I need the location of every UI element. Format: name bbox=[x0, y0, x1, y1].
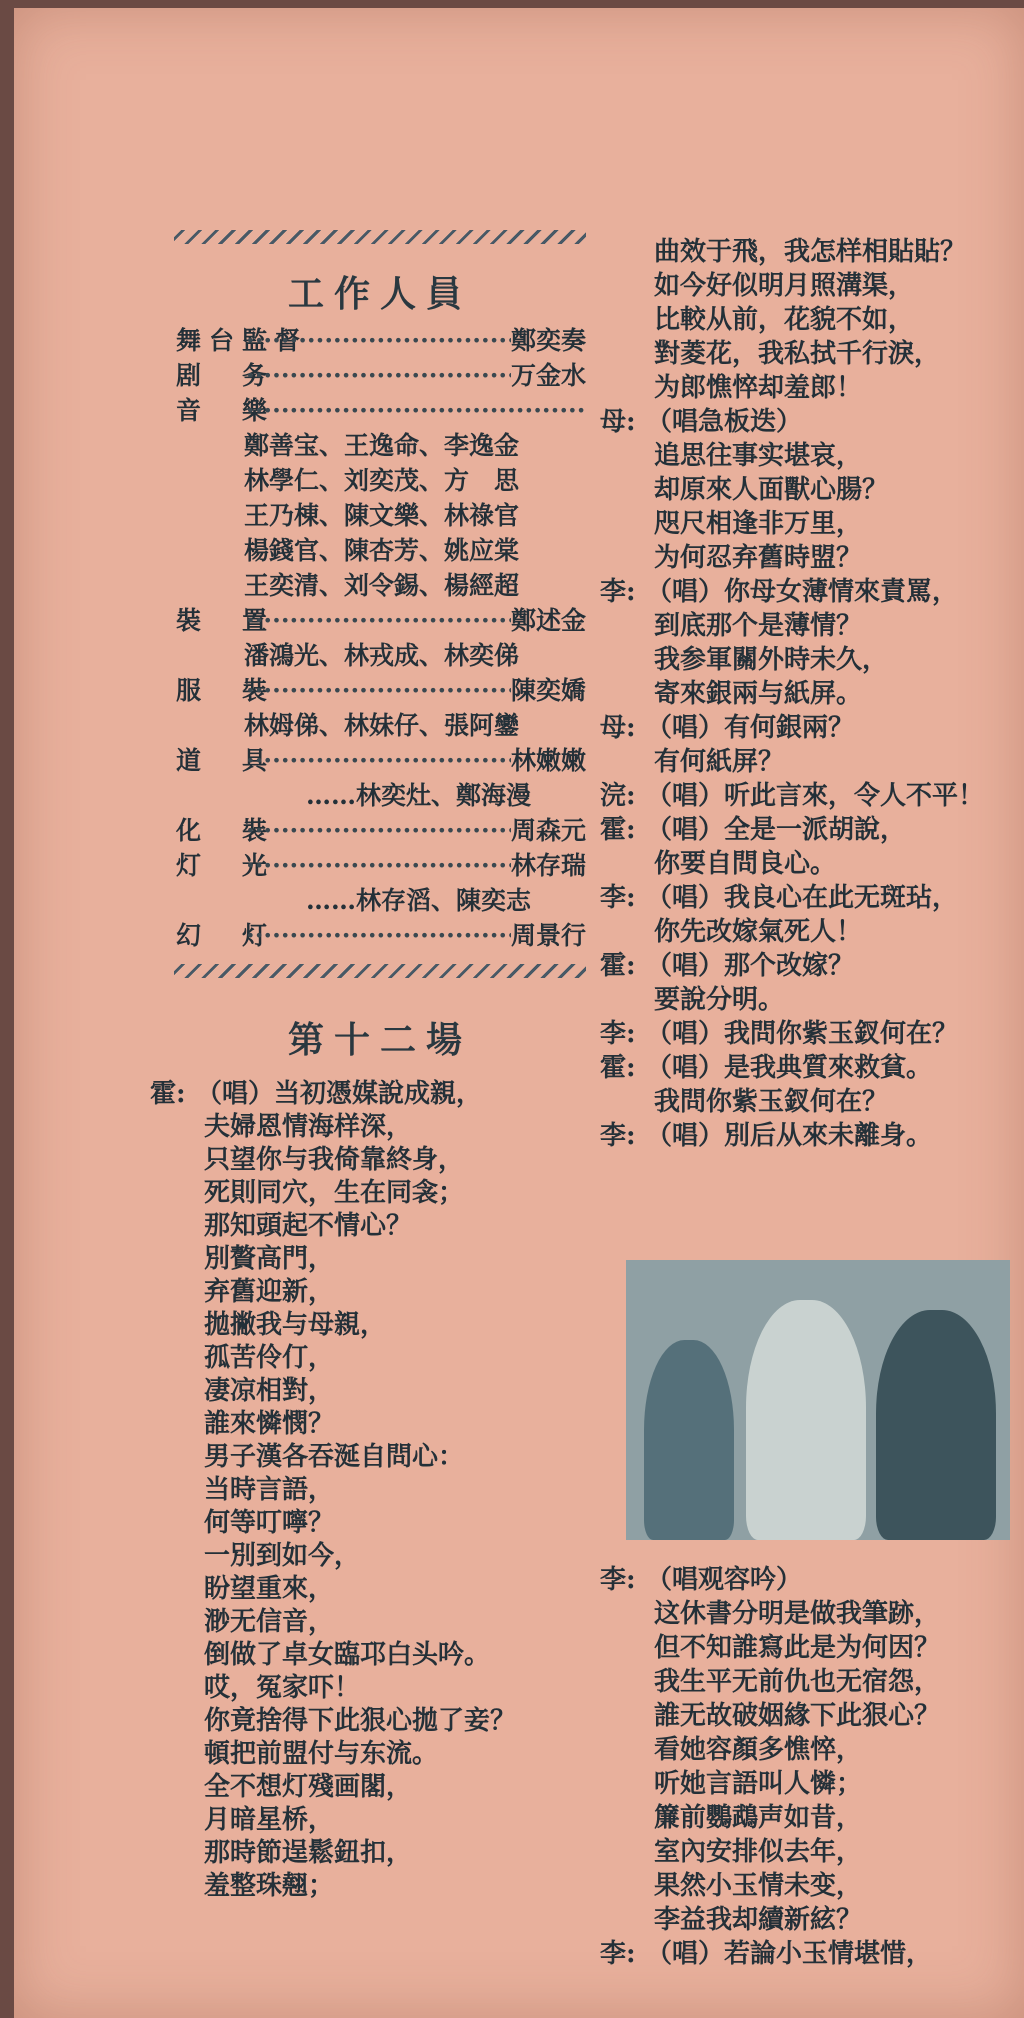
speaker-label bbox=[150, 1771, 196, 1804]
staff-role: 服 裝 bbox=[176, 676, 276, 705]
speaker-label bbox=[600, 1870, 646, 1904]
speaker-label: 李: bbox=[600, 1019, 636, 1049]
dialogue-line bbox=[600, 916, 1020, 950]
dialogue-line bbox=[150, 1771, 590, 1804]
speaker-label: 霍: bbox=[600, 951, 636, 981]
staff-names-row: 林學仁、刘奕茂、方 思 bbox=[244, 466, 520, 495]
speaker-label bbox=[600, 236, 646, 270]
speaker-label bbox=[600, 338, 646, 372]
speaker-label: 李: bbox=[600, 883, 636, 913]
speaker-label: 母: bbox=[600, 713, 636, 743]
staff-role-row bbox=[176, 323, 586, 358]
speaker-label bbox=[150, 1177, 196, 1210]
dialogue-line bbox=[150, 1540, 590, 1573]
staff-names-row: ……林存滔、陳奕志 bbox=[306, 886, 532, 915]
staff-role-row bbox=[176, 918, 586, 953]
lyric-text: 一別到如今， bbox=[204, 1541, 361, 1571]
lyric-text: 为郎憔悴却羞郎！ bbox=[654, 373, 863, 403]
speaker-label bbox=[600, 678, 646, 712]
speaker-label bbox=[600, 1666, 646, 1700]
lyric-text: 盼望重來， bbox=[204, 1574, 335, 1604]
dialogue-line bbox=[150, 1408, 590, 1441]
leader-dots bbox=[246, 323, 511, 358]
staff-role-row bbox=[176, 743, 586, 778]
lyric-text: 別贅高門， bbox=[204, 1244, 335, 1274]
speaker-label bbox=[150, 1375, 196, 1408]
dialogue-line bbox=[150, 1870, 590, 1903]
speaker-label bbox=[600, 1700, 646, 1734]
speaker-label bbox=[600, 1802, 646, 1836]
lyric-text: 誰來憐憫？ bbox=[204, 1409, 335, 1439]
lyric-text: 却原來人面獸心腸？ bbox=[654, 475, 889, 505]
lyric-text: 拋撇我与母親， bbox=[204, 1310, 387, 1340]
dialogue-line bbox=[600, 1598, 1020, 1632]
dialogue-line bbox=[600, 1802, 1020, 1836]
speaker-label bbox=[600, 1836, 646, 1870]
staff-role-row bbox=[176, 848, 586, 883]
dialogue-line bbox=[150, 1342, 590, 1375]
dialogue-line bbox=[150, 1804, 590, 1837]
dialogue-line bbox=[600, 882, 1020, 916]
dialogue-line bbox=[150, 1276, 590, 1309]
speaker-label bbox=[600, 270, 646, 304]
lyric-text: 頓把前盟付与东流。 bbox=[204, 1739, 439, 1769]
dialogue-line bbox=[600, 1734, 1020, 1768]
speaker-label bbox=[600, 1734, 646, 1768]
speaker-label bbox=[150, 1441, 196, 1474]
staff-names-row: 鄭善宝、王逸命、李逸金 bbox=[244, 431, 520, 460]
lyric-text: 我生平无前仇也无宿怨， bbox=[654, 1667, 941, 1697]
speaker-label bbox=[150, 1738, 196, 1771]
staff-person: 万金水 bbox=[510, 361, 586, 390]
lyric-text: （唱）別后从來未離身。 bbox=[646, 1121, 933, 1151]
dialogue-line bbox=[150, 1474, 590, 1507]
dialogue-line bbox=[600, 440, 1020, 474]
lyric-text: 全不想灯殘画閣， bbox=[204, 1772, 413, 1802]
staff-role-row bbox=[176, 393, 586, 428]
staff-person: 鄭述金 bbox=[510, 606, 586, 635]
lyric-text: 凄凉相對， bbox=[204, 1376, 335, 1406]
lyric-text: 看她容顏多憔悴， bbox=[654, 1735, 863, 1765]
leader-dots bbox=[246, 918, 511, 953]
speaker-label bbox=[150, 1210, 196, 1243]
dialogue-line bbox=[600, 1904, 1020, 1938]
staff-names-row: 林姆俤、林妹仔、張阿鑾 bbox=[244, 711, 520, 740]
dialogue-line bbox=[600, 848, 1020, 882]
staff-role: 道 具 bbox=[176, 746, 276, 775]
dialogue-line bbox=[150, 1672, 590, 1705]
dialogue-line bbox=[600, 746, 1020, 780]
speaker-label bbox=[600, 916, 646, 950]
staff-title: 工作人員 bbox=[287, 273, 472, 315]
staff-names-row: 王乃棟、陳文樂、林祿官 bbox=[244, 501, 520, 530]
dialogue-line bbox=[150, 1606, 590, 1639]
staff-names-row: 王奕清、刘令錫、楊經超 bbox=[244, 571, 520, 600]
speaker-label bbox=[600, 508, 646, 542]
right-dialogue-column-bottom bbox=[600, 1564, 1020, 1972]
speaker-label bbox=[600, 848, 646, 882]
dialogue-line bbox=[150, 1441, 590, 1474]
lyric-text: 你要自問良心。 bbox=[654, 849, 837, 879]
dialogue-line bbox=[150, 1177, 590, 1210]
speaker-label bbox=[150, 1342, 196, 1375]
dialogue-line bbox=[600, 1564, 1020, 1598]
lyric-text: 我問你紫玉釵何在？ bbox=[654, 1087, 889, 1117]
dialogue-line bbox=[600, 576, 1020, 610]
lyric-text: 当時言語， bbox=[204, 1475, 335, 1505]
lyric-text: 羞整珠翹； bbox=[204, 1871, 335, 1901]
lyric-text: 男子漢各吞涎自問心： bbox=[204, 1442, 465, 1472]
dialogue-line bbox=[600, 406, 1020, 440]
dialogue-line bbox=[150, 1507, 590, 1540]
speaker-label bbox=[150, 1672, 196, 1705]
leader-dots bbox=[246, 743, 511, 778]
speaker-label: 李: bbox=[600, 1939, 636, 1969]
program-page bbox=[14, 8, 1024, 2018]
speaker-label bbox=[150, 1870, 196, 1903]
stage-photo bbox=[626, 1260, 1010, 1540]
lyric-text: 簾前鸚鵡声如昔， bbox=[654, 1803, 863, 1833]
speaker-label bbox=[600, 1904, 646, 1938]
speaker-label bbox=[150, 1837, 196, 1870]
speaker-label: 李: bbox=[600, 1121, 636, 1151]
speaker-label bbox=[150, 1243, 196, 1276]
dialogue-line bbox=[600, 1052, 1020, 1086]
staff-role: 音 樂 bbox=[176, 396, 276, 425]
dialogue-line bbox=[150, 1078, 590, 1111]
dialogue-line bbox=[600, 236, 1020, 270]
dialogue-line bbox=[600, 1120, 1020, 1154]
lyric-text: （唱）当初憑媒說成親， bbox=[196, 1079, 483, 1109]
staff-names-row: 楊錢官、陳杏芳、姚应棠 bbox=[244, 536, 520, 565]
lyric-text: （唱）若論小玉情堪惜， bbox=[646, 1939, 933, 1969]
staff-role: 舞台監督 bbox=[176, 326, 309, 355]
dialogue-line bbox=[600, 610, 1020, 644]
speaker-label bbox=[600, 440, 646, 474]
staff-person: 林嫩嫩 bbox=[510, 746, 586, 775]
lyric-text: 曲效于飛，我怎样相貼貼？ bbox=[654, 237, 967, 267]
dialogue-line bbox=[150, 1639, 590, 1672]
dialogue-line bbox=[600, 474, 1020, 508]
lyric-text: 那知頭起不情心？ bbox=[204, 1211, 413, 1241]
leader-dots bbox=[246, 813, 511, 848]
speaker-label bbox=[600, 474, 646, 508]
lyric-text: 这休書分明是做我筆跡， bbox=[654, 1599, 941, 1629]
staff-person: 周森元 bbox=[510, 816, 586, 845]
dialogue-line bbox=[600, 1768, 1020, 1802]
speaker-label bbox=[150, 1639, 196, 1672]
speaker-label bbox=[600, 644, 646, 678]
dialogue-line bbox=[150, 1210, 590, 1243]
speaker-label: 霍: bbox=[600, 815, 636, 845]
speaker-label bbox=[600, 372, 646, 406]
dialogue-line bbox=[600, 780, 1020, 814]
lyric-text: 對菱花，我私拭千行淚， bbox=[654, 339, 941, 369]
staff-role: 剧 务 bbox=[176, 361, 276, 390]
speaker-label bbox=[600, 746, 646, 780]
dialogue-line bbox=[600, 1836, 1020, 1870]
dialogue-line bbox=[150, 1375, 590, 1408]
leader-dots bbox=[246, 603, 511, 638]
leader-dots bbox=[246, 393, 586, 428]
lyric-text: 为何忍弃舊時盟？ bbox=[654, 543, 863, 573]
lyric-text: 孤苦伶仃， bbox=[204, 1343, 335, 1373]
dialogue-line bbox=[150, 1111, 590, 1144]
lyric-text: 但不知誰寫此是为何因？ bbox=[654, 1633, 941, 1663]
staff-role-row bbox=[176, 673, 586, 708]
scene-title: 第十二場 bbox=[287, 1019, 472, 1061]
staff-role: 裝 置 bbox=[176, 606, 276, 635]
lyric-text: （唱）全是一派胡說， bbox=[646, 815, 907, 845]
lyric-text: （唱）听此言來，令人不平！ bbox=[646, 781, 985, 811]
speaker-label bbox=[600, 984, 646, 1018]
staff-role-row bbox=[176, 603, 586, 638]
staff-list bbox=[176, 323, 586, 953]
staff-person: 陳奕嬌 bbox=[510, 676, 586, 705]
photo-figure-left bbox=[644, 1340, 734, 1540]
lyric-text: 咫尺相逢非万里， bbox=[654, 509, 863, 539]
lyric-text: 寄來銀兩与紙屏。 bbox=[654, 679, 863, 709]
lyric-text: 听她言語叫人憐； bbox=[654, 1769, 863, 1799]
dialogue-line bbox=[600, 1938, 1020, 1972]
dialogue-line bbox=[150, 1837, 590, 1870]
dialogue-line bbox=[600, 542, 1020, 576]
bottom-ornament-divider bbox=[174, 964, 586, 978]
speaker-label bbox=[150, 1573, 196, 1606]
speaker-label: 李: bbox=[600, 1565, 636, 1595]
dialogue-line bbox=[600, 270, 1020, 304]
dialogue-line bbox=[150, 1309, 590, 1342]
speaker-label bbox=[150, 1309, 196, 1342]
right-dialogue-column-top bbox=[600, 236, 1020, 1154]
speaker-label bbox=[150, 1276, 196, 1309]
dialogue-line bbox=[600, 712, 1020, 746]
dialogue-line bbox=[150, 1738, 590, 1771]
staff-role-row bbox=[176, 813, 586, 848]
speaker-label bbox=[150, 1804, 196, 1837]
lyric-text: 夫婦恩情海样深， bbox=[204, 1112, 413, 1142]
lyric-text: 我参軍關外時未久， bbox=[654, 645, 889, 675]
lyric-text: 倒做了卓女臨邛白头吟。 bbox=[204, 1640, 491, 1670]
lyric-text: 如今好似明月照溝渠， bbox=[654, 271, 915, 301]
lyric-text: 到底那个是薄情？ bbox=[654, 611, 863, 641]
lyric-text: （唱急板迭） bbox=[646, 407, 803, 437]
dialogue-line bbox=[600, 1086, 1020, 1120]
speaker-label bbox=[600, 542, 646, 576]
lyric-text: （唱）你母女薄情來責罵， bbox=[646, 577, 959, 607]
dialogue-line bbox=[600, 304, 1020, 338]
speaker-label bbox=[150, 1144, 196, 1177]
leader-dots bbox=[246, 848, 511, 883]
speaker-label: 霍: bbox=[600, 1053, 636, 1083]
lyric-text: （唱）有何銀兩？ bbox=[646, 713, 855, 743]
lyric-text: 月暗星桥， bbox=[204, 1805, 335, 1835]
staff-person: 周景行 bbox=[510, 921, 586, 950]
dialogue-line bbox=[600, 372, 1020, 406]
staff-role: 灯 光 bbox=[176, 851, 276, 880]
speaker-label bbox=[600, 1086, 646, 1120]
dialogue-line bbox=[600, 984, 1020, 1018]
staff-person: 林存瑞 bbox=[510, 851, 586, 880]
lyric-text: 只望你与我倚靠終身， bbox=[204, 1145, 465, 1175]
lyric-text: 渺无信音， bbox=[204, 1607, 335, 1637]
speaker-label bbox=[150, 1606, 196, 1639]
speaker-label: 浣: bbox=[600, 781, 636, 811]
lyric-text: （唱）是我典質來救貧。 bbox=[646, 1053, 933, 1083]
lyric-text: 室內安排似去年， bbox=[654, 1837, 863, 1867]
speaker-label bbox=[150, 1507, 196, 1540]
speaker-label bbox=[150, 1408, 196, 1441]
leader-dots bbox=[246, 673, 511, 708]
lyric-text: 比較从前，花貌不如， bbox=[654, 305, 915, 335]
dialogue-line bbox=[600, 1666, 1020, 1700]
dialogue-line bbox=[600, 508, 1020, 542]
speaker-label bbox=[600, 610, 646, 644]
staff-role: 幻 灯 bbox=[176, 921, 276, 950]
top-ornament-divider bbox=[174, 230, 586, 244]
staff-names-row: 潘鴻光、林戎成、林奕俤 bbox=[244, 641, 520, 670]
dialogue-line bbox=[600, 1700, 1020, 1734]
staff-names-row: ……林奕灶、鄭海漫 bbox=[306, 781, 532, 810]
lyric-text: （唱）那个改嫁？ bbox=[646, 951, 855, 981]
speaker-label bbox=[600, 1598, 646, 1632]
photo-figure-center bbox=[746, 1300, 866, 1540]
leader-dots bbox=[246, 358, 511, 393]
lyric-text: （唱）我問你紫玉釵何在？ bbox=[646, 1019, 959, 1049]
dialogue-line bbox=[600, 678, 1020, 712]
staff-role-row bbox=[176, 358, 586, 393]
lyric-text: 要說分明。 bbox=[654, 985, 785, 1015]
dialogue-line bbox=[600, 644, 1020, 678]
lyric-text: 弃舊迎新， bbox=[204, 1277, 335, 1307]
lyric-text: 哎，冤家吓！ bbox=[204, 1673, 361, 1703]
speaker-label bbox=[150, 1705, 196, 1738]
dialogue-line bbox=[150, 1573, 590, 1606]
lyric-text: 果然小玉情未变， bbox=[654, 1871, 863, 1901]
lyric-text: 死則同穴，生在同衾； bbox=[204, 1178, 465, 1208]
staff-person: 鄭奕奏 bbox=[510, 326, 586, 355]
lyric-text: 追思往事实堪哀， bbox=[654, 441, 863, 471]
speaker-label bbox=[150, 1474, 196, 1507]
dialogue-line bbox=[600, 1632, 1020, 1666]
lyric-text: （唱观容吟） bbox=[646, 1565, 803, 1595]
dialogue-line bbox=[150, 1144, 590, 1177]
dialogue-line bbox=[600, 338, 1020, 372]
dialogue-line bbox=[600, 1018, 1020, 1052]
dialogue-line bbox=[600, 950, 1020, 984]
speaker-label: 李: bbox=[600, 577, 636, 607]
lyric-text: 你竟捨得下此狠心拋了妾？ bbox=[204, 1706, 517, 1736]
speaker-label bbox=[150, 1111, 196, 1144]
lyric-text: 有何紙屏？ bbox=[654, 747, 785, 777]
staff-role: 化 裝 bbox=[176, 816, 276, 845]
lyric-text: （唱）我良心在此无斑玷， bbox=[646, 883, 959, 913]
speaker-label bbox=[600, 1632, 646, 1666]
dialogue-line bbox=[150, 1705, 590, 1738]
speaker-label: 母: bbox=[600, 407, 636, 437]
lyric-text: 誰无故破姻緣下此狠心？ bbox=[654, 1701, 941, 1731]
dialogue-line bbox=[150, 1243, 590, 1276]
speaker-label: 霍: bbox=[150, 1079, 186, 1109]
speaker-label bbox=[150, 1540, 196, 1573]
lyric-text: 那時節逞鬆鈕扣， bbox=[204, 1838, 413, 1868]
lyric-text: 你先改嫁氣死人！ bbox=[654, 917, 863, 947]
lyric-text: 李益我却續新絃？ bbox=[654, 1905, 863, 1935]
dialogue-line bbox=[600, 814, 1020, 848]
speaker-label bbox=[600, 1768, 646, 1802]
left-dialogue-column bbox=[150, 1078, 590, 1903]
dialogue-line bbox=[600, 1870, 1020, 1904]
speaker-label bbox=[600, 304, 646, 338]
lyric-text: 何等叮嚀？ bbox=[204, 1508, 335, 1538]
photo-figure-right bbox=[876, 1310, 996, 1540]
